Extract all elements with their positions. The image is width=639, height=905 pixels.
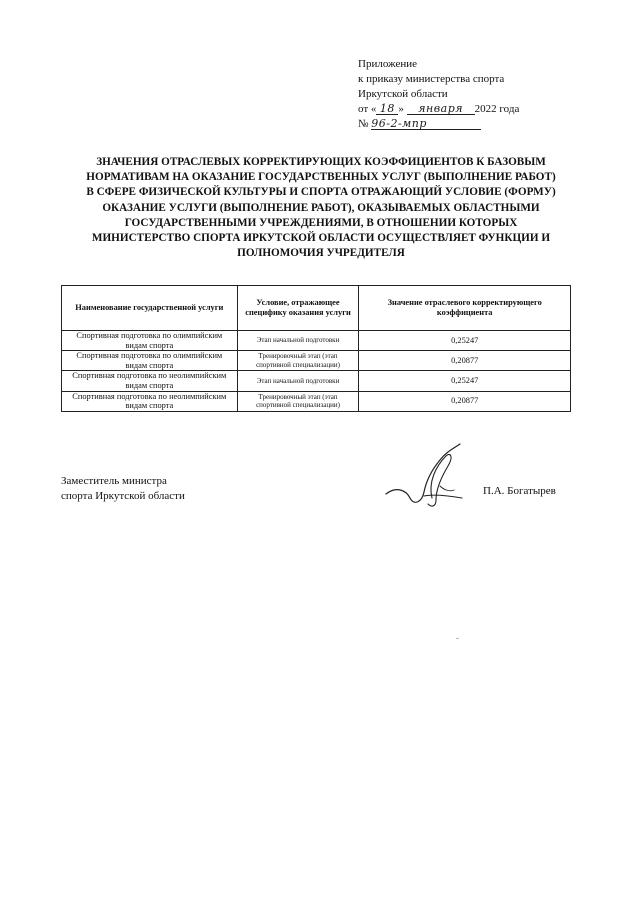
scan-artifact bbox=[456, 638, 459, 639]
appendix-block bbox=[358, 57, 568, 132]
date-close-quote: » bbox=[398, 103, 404, 115]
appendix-region: Иркутской области bbox=[358, 88, 448, 100]
signatory-position-line1: Заместитель министра bbox=[61, 475, 167, 487]
appendix-title: Приложение bbox=[358, 58, 418, 70]
cell-service: Спортивная подготовка по неолимпийским видам спорта bbox=[62, 391, 238, 411]
header-condition: Условие, отражающее специфику оказания услуги bbox=[237, 286, 359, 331]
date-prefix: от « bbox=[358, 103, 377, 115]
handwritten-signature bbox=[384, 442, 474, 514]
date-day-handwritten: 18 bbox=[376, 103, 398, 115]
signatory-position-line2: спорта Иркутской области bbox=[61, 490, 185, 502]
header-service: Наименование государственной услуги bbox=[62, 286, 238, 331]
appendix-date bbox=[358, 102, 568, 117]
header-coefficient: Значение отраслевого корректирующего коэффициента bbox=[359, 286, 571, 331]
document-title: ЗНАЧЕНИЯ ОТРАСЛЕВЫХ КОРРЕКТИРУЮЩИХ КОЭФФИЦИЕНТОВ К БАЗОВЫМ НОРМАТИВАМ НА ОКАЗАНИЕ ГОСУДАРСТВЕННЫХ УСЛУГ (ВЫПОЛНЕНИЕ РАБОТ) В СФЕРЕ ФИЗИЧЕСКОЙ КУЛЬТУРЫ И СПОРТА ОТРАЖАЮЩИЙ УСЛОВИЕ (ФОРМУ) ОКАЗАНИЕ УСЛУГИ (ВЫПОЛНЕНИЕ РАБОТ), ОКАЗЫВАЕМЫХ ОБЛАСТНЫМИ ГОСУДАРСТВЕННЫМИ УЧРЕЖДЕНИЯМИ, В ОТНОШЕНИИ КОТОРЫХ МИНИСТЕРСТВО СПОРТА ИРКУТСКОЙ ОБЛАСТИ ОСУЩЕСТВЛЯЕТ ФУНКЦИИ И ПОЛНОМОЧИЯ УЧРЕДИТЕЛЯ bbox=[86, 156, 556, 260]
table-row bbox=[62, 371, 571, 391]
table-row bbox=[62, 331, 571, 351]
cell-condition: Тренировочный этап (этап спортивной специализации) bbox=[237, 351, 359, 371]
cell-coefficient: 0,20877 bbox=[359, 391, 571, 411]
appendix-order-ref: к приказу министерства спорта bbox=[358, 73, 505, 85]
number-prefix: № bbox=[358, 118, 369, 130]
cell-coefficient: 0,25247 bbox=[359, 371, 571, 391]
table-header-row bbox=[62, 286, 571, 331]
signatory-position bbox=[61, 474, 185, 504]
signatory-name: П.А. Богатырев bbox=[483, 485, 556, 497]
cell-service: Спортивная подготовка по олимпийским видам спорта bbox=[62, 351, 238, 371]
cell-service: Спортивная подготовка по олимпийским видам спорта bbox=[62, 331, 238, 351]
table-row bbox=[62, 351, 571, 371]
table-row bbox=[62, 391, 571, 411]
cell-condition: Тренировочный этап (этап спортивной специализации) bbox=[237, 391, 359, 411]
cell-condition: Этап начальной подготовки bbox=[237, 331, 359, 351]
coefficients-table bbox=[61, 285, 571, 412]
cell-service: Спортивная подготовка по неолимпийским видам спорта bbox=[62, 371, 238, 391]
cell-coefficient: 0,25247 bbox=[359, 331, 571, 351]
number-handwritten: 96-2-мпр bbox=[371, 118, 481, 130]
cell-condition: Этап начальной подготовки bbox=[237, 371, 359, 391]
date-month-handwritten: января bbox=[407, 103, 475, 115]
appendix-number bbox=[358, 117, 568, 132]
date-year: 2022 года bbox=[474, 103, 520, 115]
cell-coefficient: 0,20877 bbox=[359, 351, 571, 371]
